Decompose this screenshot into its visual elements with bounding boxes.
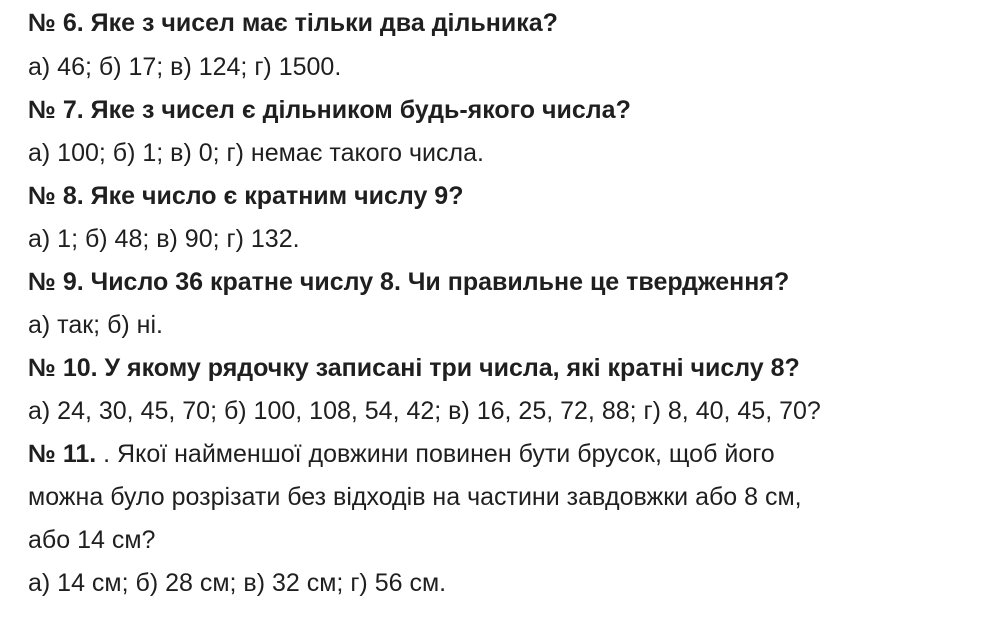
question-text-line-2: можна було розрізати без відходів на частини завдовжки або 8 см, (28, 483, 802, 511)
answers-9: а) так; б) ні. (28, 311, 163, 339)
answers-8: а) 1; б) 48; в) 90; г) 132. (28, 225, 300, 253)
question-6 (28, 8, 558, 38)
question-9 (28, 267, 789, 297)
answers-10: а) 24, 30, 45, 70; б) 100, 108, 54, 42; в) 16, 25, 72, 88; г) 8, 40, 45, 70? (28, 397, 821, 425)
answers-6: а) 46; б) 17; в) 124; г) 1500. (28, 53, 342, 81)
question-text-line-3: або 14 см? (28, 526, 156, 554)
question-text-line-1: . Якої найменшої довжини повинен бути брусок, щоб його (103, 440, 775, 468)
question-number: № 10. (28, 354, 98, 382)
question-11 (28, 439, 775, 469)
question-number: № 6. (28, 9, 84, 37)
question-text: Яке з чисел є дільником будь-якого числа? (90, 96, 631, 124)
question-8 (28, 181, 463, 211)
question-text: Яке число є кратним числу 9? (90, 182, 464, 210)
question-text: У якому рядочку записані три числа, які кратні числу 8? (104, 354, 800, 382)
question-number: № 9. (28, 268, 84, 296)
question-number: № 11. (28, 440, 97, 468)
question-number: № 7. (28, 96, 84, 124)
answers-7: а) 100; б) 1; в) 0; г) немає такого числа. (28, 139, 484, 167)
question-text: Яке з чисел має тільки два дільника? (90, 9, 558, 37)
answers-11: а) 14 см; б) 28 см; в) 32 см; г) 56 см. (28, 569, 447, 597)
question-text: Число 36 кратне числу 8. Чи правильне це твердження? (90, 268, 790, 296)
question-number: № 8. (28, 182, 84, 210)
question-10 (28, 353, 800, 383)
question-7 (28, 95, 631, 125)
